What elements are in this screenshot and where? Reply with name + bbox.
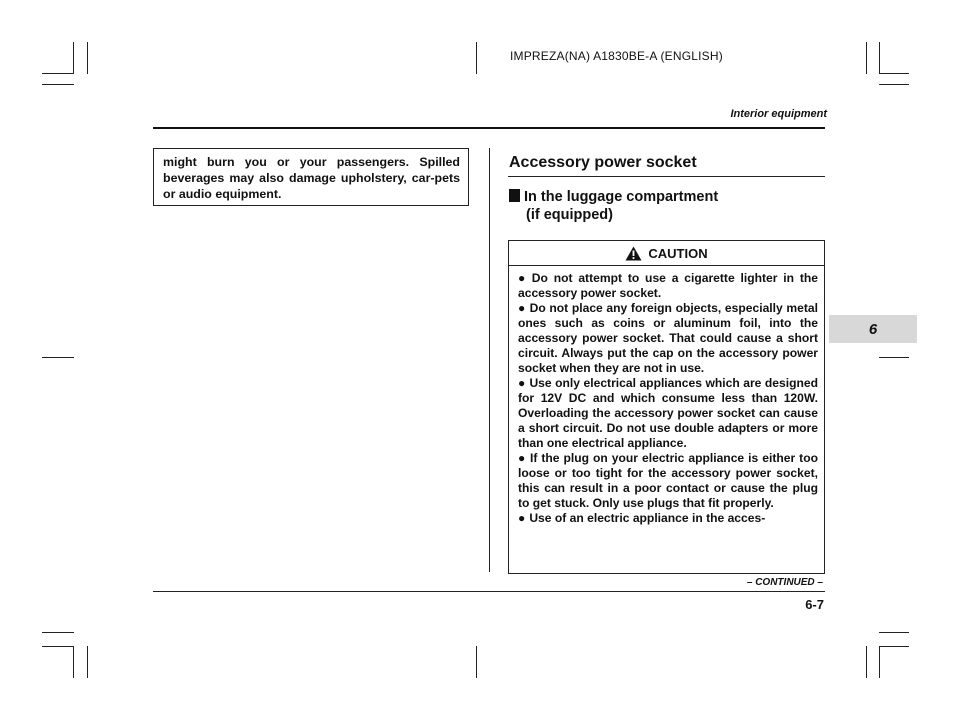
bullet-icon: ● <box>518 451 526 465</box>
chapter-number: 6 <box>868 320 878 338</box>
subheading <box>509 188 718 224</box>
column-divider <box>489 148 490 572</box>
caution-item: ● Use of an electric appliance in the acces- <box>518 511 766 525</box>
page-number: 6-7 <box>805 597 824 612</box>
footer-rule <box>153 591 825 592</box>
caution-box <box>508 240 825 574</box>
caution-title: CAUTION <box>648 245 708 261</box>
warning-triangle-icon <box>625 246 642 261</box>
square-bullet-icon <box>509 189 520 202</box>
subheading-line-1: In the luggage compartment <box>524 189 719 205</box>
bullet-icon: ● <box>518 301 526 315</box>
heading-underline <box>508 176 825 177</box>
caution-item: ● Use only electrical appliances which are designed for 12V DC and which consume less than 120W. Overloading the accessory power socket can cause a short circuit. Do not use double adapters or more than one electrical appliance. <box>518 376 818 450</box>
caution-item: ● If the plug on your electric appliance is either too loose or too tight for the accessory power socket, this can result in a poor contact or cause the plug to get stuck. Only use plugs that fit properly. <box>518 451 818 510</box>
header-rule <box>153 127 825 129</box>
bullet-icon: ● <box>518 376 526 390</box>
section-title: Interior equipment <box>730 108 827 120</box>
caution-item: ● Do not place any foreign objects, especially metal ones such as coins or aluminum foil, into the accessory power socket. That could cause a short circuit. Always put the cap on the accessory power socket when they are not in use. <box>518 301 818 375</box>
continued-label: – CONTINUED – <box>746 577 823 588</box>
caution-header <box>509 241 824 266</box>
bullet-icon: ● <box>518 511 526 525</box>
subheading-line-2: (if equipped) <box>526 207 613 223</box>
bullet-icon: ● <box>518 271 528 285</box>
section-heading: Accessory power socket <box>509 154 697 171</box>
chapter-tab <box>829 315 917 343</box>
caution-item: ● Do not attempt to use a cigarette lighter in the accessory power socket. <box>518 271 818 300</box>
document-code: IMPREZA(NA) A1830BE-A (ENGLISH) <box>510 49 723 63</box>
continued-warning-box <box>153 148 469 206</box>
warning-continuation-text: might burn you or your passengers. Spilled beverages may also damage upholstery, car-pets or audio equipment. <box>163 155 460 201</box>
caution-body <box>509 266 824 526</box>
